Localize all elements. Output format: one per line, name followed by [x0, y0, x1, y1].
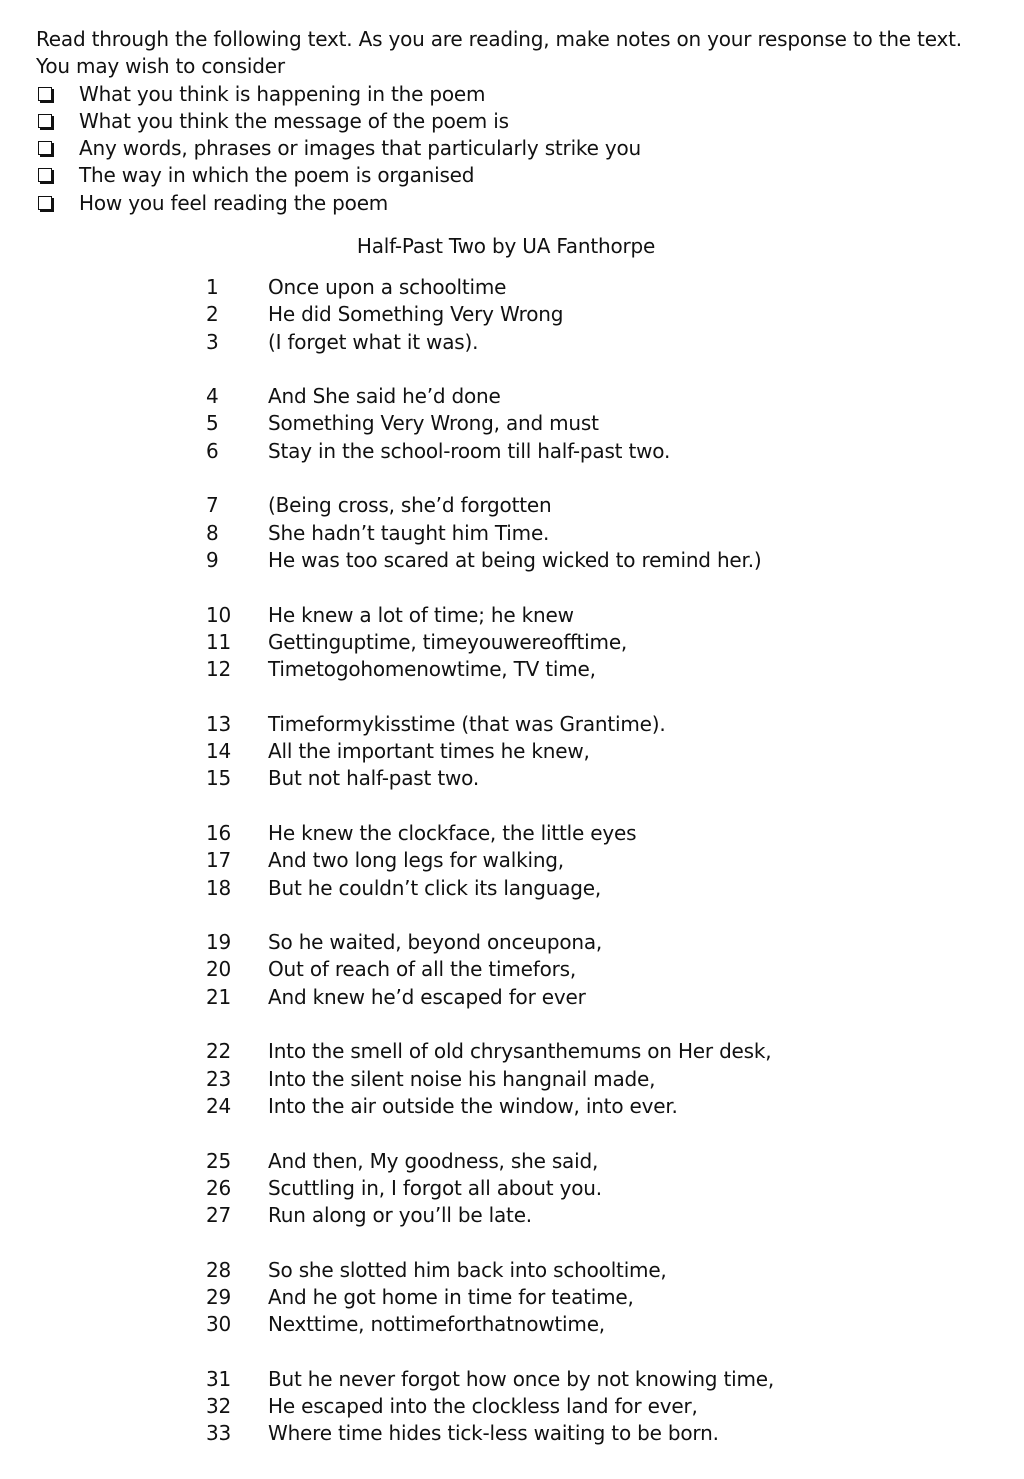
- poem-line: [206, 301, 1006, 328]
- poem-line: [206, 956, 1006, 983]
- line-text: She hadn’t taught him Time.: [268, 520, 550, 545]
- poem-line: [206, 1420, 1006, 1447]
- line-number: 5: [206, 411, 219, 436]
- line-number: 1: [206, 275, 219, 299]
- line-text: (I forget what it was).: [268, 329, 479, 354]
- line-number: 26: [206, 1175, 232, 1200]
- line-number: 32: [206, 1394, 232, 1419]
- poem-stanza: [206, 274, 1006, 356]
- line-number: 23: [206, 1066, 232, 1091]
- checklist-item-label: What you think the message of the poem is: [79, 108, 509, 133]
- line-text: And he got home in time for teatime,: [268, 1284, 634, 1309]
- line-text: (Being cross, she’d forgotten: [268, 493, 552, 518]
- line-number: 14: [206, 739, 232, 764]
- line-number: 2: [206, 302, 219, 327]
- poem-line: [206, 329, 1006, 356]
- poem-stanza: [206, 602, 1006, 684]
- line-text: And then, My goodness, she said,: [268, 1148, 599, 1173]
- line-number: 25: [206, 1148, 232, 1173]
- poem-line: [206, 1366, 1006, 1393]
- poem-line: [206, 1148, 1006, 1175]
- line-text: Once upon a schooltime: [268, 275, 507, 299]
- checkbox-icon: [38, 168, 52, 182]
- line-text: But he couldn’t click its language,: [268, 875, 602, 900]
- line-number: 21: [206, 984, 232, 1009]
- poem-line: [206, 875, 1006, 902]
- line-number: 18: [206, 875, 232, 900]
- line-number: 6: [206, 438, 219, 463]
- poem-line: [206, 929, 1006, 956]
- line-number: 3: [206, 329, 219, 354]
- checklist-item-label: What you think is happening in the poem: [79, 81, 486, 106]
- poem-line: [206, 711, 1006, 738]
- line-number: 11: [206, 629, 232, 654]
- line-text: Scuttling in, I forgot all about you.: [268, 1175, 602, 1200]
- poem-line: [206, 438, 1006, 465]
- poem-line: [206, 1093, 1006, 1120]
- checklist-item: [36, 162, 996, 189]
- poem-line: [206, 602, 1006, 629]
- instructions-lead-line-1: Read through the following text. As you are reading, make notes on your response to the text.: [36, 27, 962, 51]
- poem-line: [206, 765, 1006, 792]
- line-text: He did Something Very Wrong: [268, 302, 564, 327]
- line-number: 8: [206, 520, 219, 545]
- line-number: 30: [206, 1312, 232, 1337]
- line-number: 29: [206, 1284, 232, 1309]
- poem-line: [206, 492, 1006, 519]
- line-text: Timetogohomenowtime, TV time,: [268, 657, 596, 682]
- line-number: 17: [206, 848, 232, 873]
- line-text: Into the smell of old chrysanthemums on Her desk,: [268, 1039, 772, 1064]
- line-text: Stay in the school-room till half-past two.: [268, 438, 671, 463]
- poem-stanza: [206, 1038, 1006, 1120]
- poem-stanza: [206, 1148, 1006, 1230]
- line-text: Nexttime, nottimeforthatnowtime,: [268, 1312, 605, 1337]
- checklist-item: [36, 81, 996, 108]
- checkbox-icon: [38, 196, 52, 210]
- line-text: He was too scared at being wicked to remind her.): [268, 547, 762, 572]
- line-text: But he never forgot how once by not knowing time,: [268, 1366, 774, 1391]
- poem-line: [206, 1066, 1006, 1093]
- line-text: So she slotted him back into schooltime,: [268, 1257, 667, 1282]
- poem-line: [206, 1311, 1006, 1338]
- line-text: And knew he’d escaped for ever: [268, 984, 586, 1009]
- line-number: 9: [206, 547, 219, 572]
- line-number: 22: [206, 1039, 232, 1064]
- line-text: Where time hides tick-less waiting to be born.: [268, 1421, 719, 1446]
- poem-line: [206, 383, 1006, 410]
- poem-line: [206, 820, 1006, 847]
- instructions-lead-line-2: You may wish to consider: [36, 54, 285, 79]
- checkbox-icon: [38, 114, 52, 128]
- poem-line: [206, 520, 1006, 547]
- line-text: And She said he’d done: [268, 384, 501, 409]
- poem-line: [206, 738, 1006, 765]
- poem-line: [206, 847, 1006, 874]
- line-number: 20: [206, 957, 232, 982]
- line-number: 16: [206, 820, 232, 845]
- checklist-item: [36, 190, 996, 217]
- checklist-item: [36, 135, 996, 162]
- poem-line: [206, 1284, 1006, 1311]
- line-number: 15: [206, 766, 232, 791]
- line-text: So he waited, beyond onceupona,: [268, 930, 603, 955]
- line-text: He knew the clockface, the little eyes: [268, 820, 637, 845]
- line-text: Gettinguptime, timeyouwereofftime,: [268, 629, 628, 654]
- line-text: Something Very Wrong, and must: [268, 411, 599, 436]
- checklist-item: [36, 108, 996, 135]
- poem-stanza: [206, 492, 1006, 574]
- poem-line: [206, 410, 1006, 437]
- instructions: [36, 26, 996, 217]
- line-number: 27: [206, 1203, 232, 1228]
- poem-line: [206, 1393, 1006, 1420]
- poem-line: [206, 1038, 1006, 1065]
- line-text: He knew a lot of time; he knew: [268, 602, 574, 627]
- checklist-item-label: The way in which the poem is organised: [79, 163, 475, 188]
- checklist-item-label: How you feel reading the poem: [79, 190, 389, 215]
- line-text: He escaped into the clockless land for ever,: [268, 1394, 698, 1419]
- poem-line: [206, 656, 1006, 683]
- line-number: 7: [206, 493, 219, 518]
- line-number: 24: [206, 1093, 232, 1118]
- poem-body: [206, 274, 1006, 1475]
- poem-stanza: [206, 1366, 1006, 1448]
- poem-line: [206, 984, 1006, 1011]
- line-number: 13: [206, 711, 232, 736]
- line-text: All the important times he knew,: [268, 739, 590, 764]
- poem-stanza: [206, 1257, 1006, 1339]
- line-number: 4: [206, 384, 219, 409]
- line-number: 12: [206, 657, 232, 682]
- poem-line: [206, 629, 1006, 656]
- poem-line: [206, 547, 1006, 574]
- poem-line: [206, 1202, 1006, 1229]
- line-text: Timeformykisstime (that was Grantime).: [268, 711, 666, 736]
- poem-stanza: [206, 820, 1006, 902]
- line-text: Into the silent noise his hangnail made,: [268, 1066, 656, 1091]
- line-number: 28: [206, 1257, 232, 1282]
- line-number: 31: [206, 1366, 232, 1391]
- line-number: 33: [206, 1421, 232, 1446]
- line-text: Into the air outside the window, into ever.: [268, 1093, 678, 1118]
- poem-stanza: [206, 929, 1006, 1011]
- checklist-item-label: Any words, phrases or images that particularly strike you: [79, 136, 642, 161]
- line-text: But not half-past two.: [268, 766, 479, 791]
- poem-line: [206, 274, 1006, 301]
- checkbox-icon: [38, 87, 52, 101]
- poem-stanza: [206, 383, 1006, 465]
- line-text: Run along or you’ll be late.: [268, 1203, 532, 1228]
- line-number: 19: [206, 930, 232, 955]
- checkbox-icon: [38, 141, 52, 155]
- consider-checklist: [36, 81, 996, 217]
- poem-line: [206, 1257, 1006, 1284]
- line-text: And two long legs for walking,: [268, 848, 564, 873]
- poem-stanza: [206, 711, 1006, 793]
- poem-title: Half-Past Two by UA Fanthorpe: [356, 234, 656, 258]
- poem-line: [206, 1175, 1006, 1202]
- line-text: Out of reach of all the timefors,: [268, 957, 577, 982]
- line-number: 10: [206, 602, 232, 627]
